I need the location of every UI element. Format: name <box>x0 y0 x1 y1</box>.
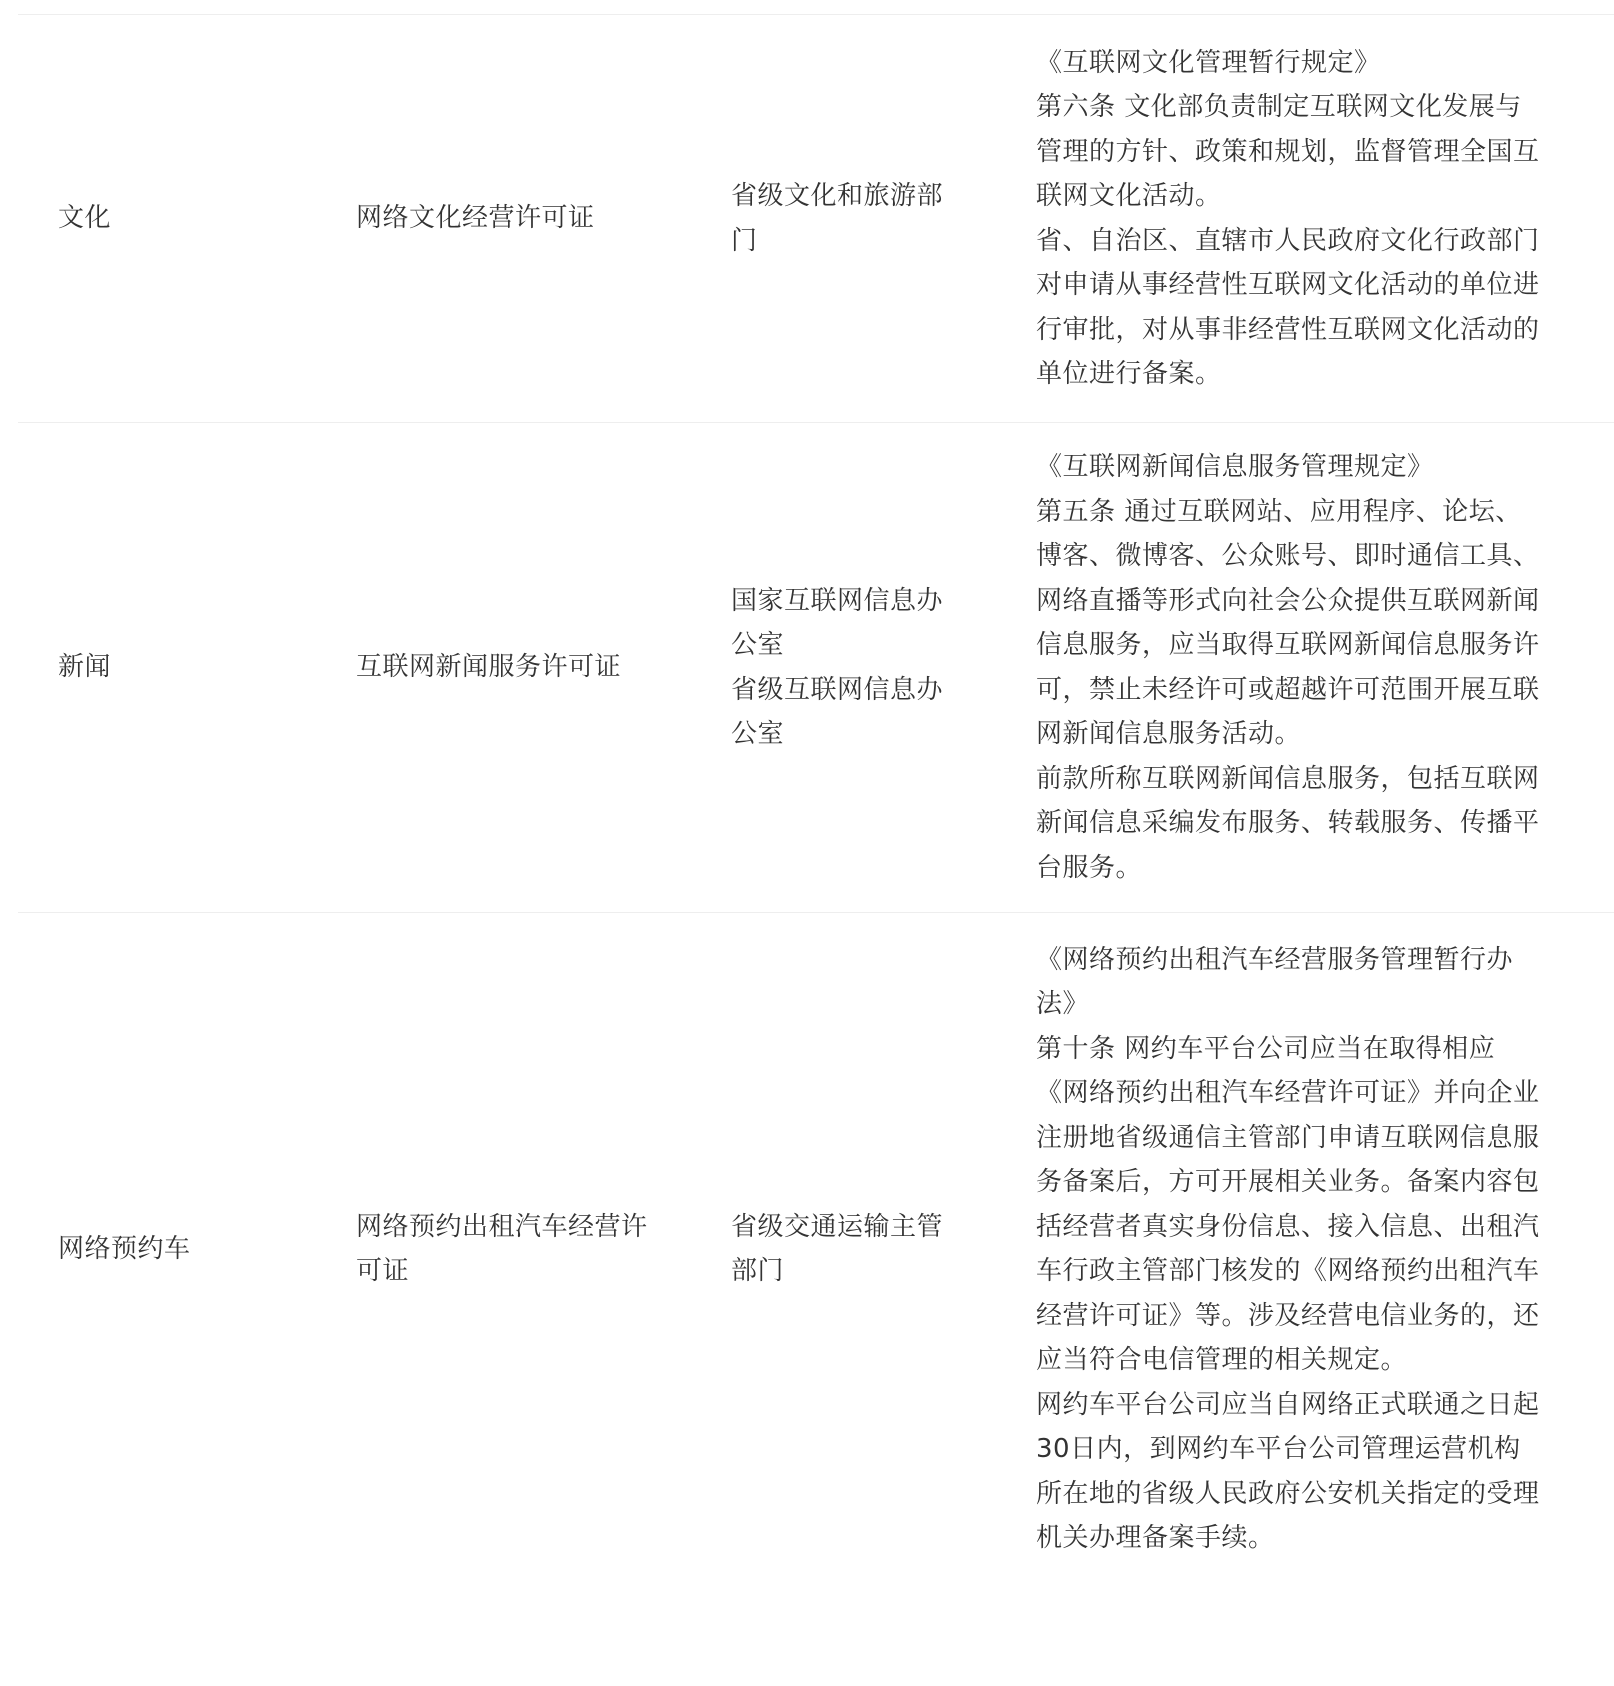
authority-line: 省级交通运输主管部门 <box>731 1211 944 1286</box>
authority-line: 国家互联网信息办公室 <box>731 585 944 660</box>
license-cell: 互联网新闻服务许可证 <box>356 652 622 683</box>
authority-line: 省级文化和旅游部门 <box>731 181 944 256</box>
authority-cell <box>691 174 996 263</box>
regulation-paragraph: 第五条 通过互联网站、应用程序、论坛、博客、微博客、公众账号、即时通信工具、网络直播等形式向社会公众提供互联网新闻信息服务，应当取得互联网新闻信息服务许可，禁止未经许可或超越许可范围开展互联网新闻信息服务活动。 <box>1036 496 1540 749</box>
industry-cell: 网络预约车 <box>58 1233 191 1264</box>
authority-cell <box>691 1205 996 1294</box>
legal-basis-cell <box>996 445 1596 890</box>
authority-line: 省级互联网信息办公室 <box>731 674 944 749</box>
regulation-title: 《互联网新闻信息服务管理规定》 <box>1036 452 1434 482</box>
regulation-paragraph: 第六条 文化部负责制定互联网文化发展与管理的方针、政策和规划，监督管理全国互联网文化活动。 <box>1036 92 1540 211</box>
legal-basis-cell <box>996 41 1596 397</box>
license-cell: 网络文化经营许可证 <box>356 203 595 234</box>
license-table <box>18 15 1614 1585</box>
table-row <box>18 913 1614 1585</box>
industry-cell: 新闻 <box>58 652 112 683</box>
regulation-paragraph: 前款所称互联网新闻信息服务，包括互联网新闻信息采编发布服务、转载服务、传播平台服务。 <box>1036 763 1540 883</box>
regulation-title: 《网络预约出租汽车经营服务管理暂行办法》 <box>1036 944 1514 1019</box>
regulation-paragraph: 网约车平台公司应当自网络正式联通之日起30日内，到网约车平台公司管理运营机构所在地的省级人民政府公安机关指定的受理机关办理备案手续。 <box>1036 1389 1540 1553</box>
authority-cell <box>691 579 996 757</box>
regulation-title: 《互联网文化管理暂行规定》 <box>1036 47 1381 78</box>
regulation-paragraph: 第十条 网约车平台公司应当在取得相应《网络预约出租汽车经营许可证》并向企业注册地省级通信主管部门申请互联网信息服务备案后，方可开展相关业务。备案内容包括经营者真实身份信息、接入信息、出租汽车行政主管部门核发的《网络预约出租汽车经营许可证》等。涉及经营电信业务的，还应当符合电信管理的相关规定。 <box>1036 1033 1540 1375</box>
industry-cell: 文化 <box>58 203 112 234</box>
table-row <box>18 423 1614 913</box>
regulation-paragraph: 省、自治区、直辖市人民政府文化行政部门对申请从事经营性互联网文化活动的单位进行审批，对从事非经营性互联网文化活动的单位进行备案。 <box>1036 225 1540 389</box>
legal-basis-cell <box>996 938 1596 1561</box>
license-cell: 网络预约出租汽车经营许可证 <box>356 1211 648 1286</box>
table-row <box>18 15 1614 423</box>
